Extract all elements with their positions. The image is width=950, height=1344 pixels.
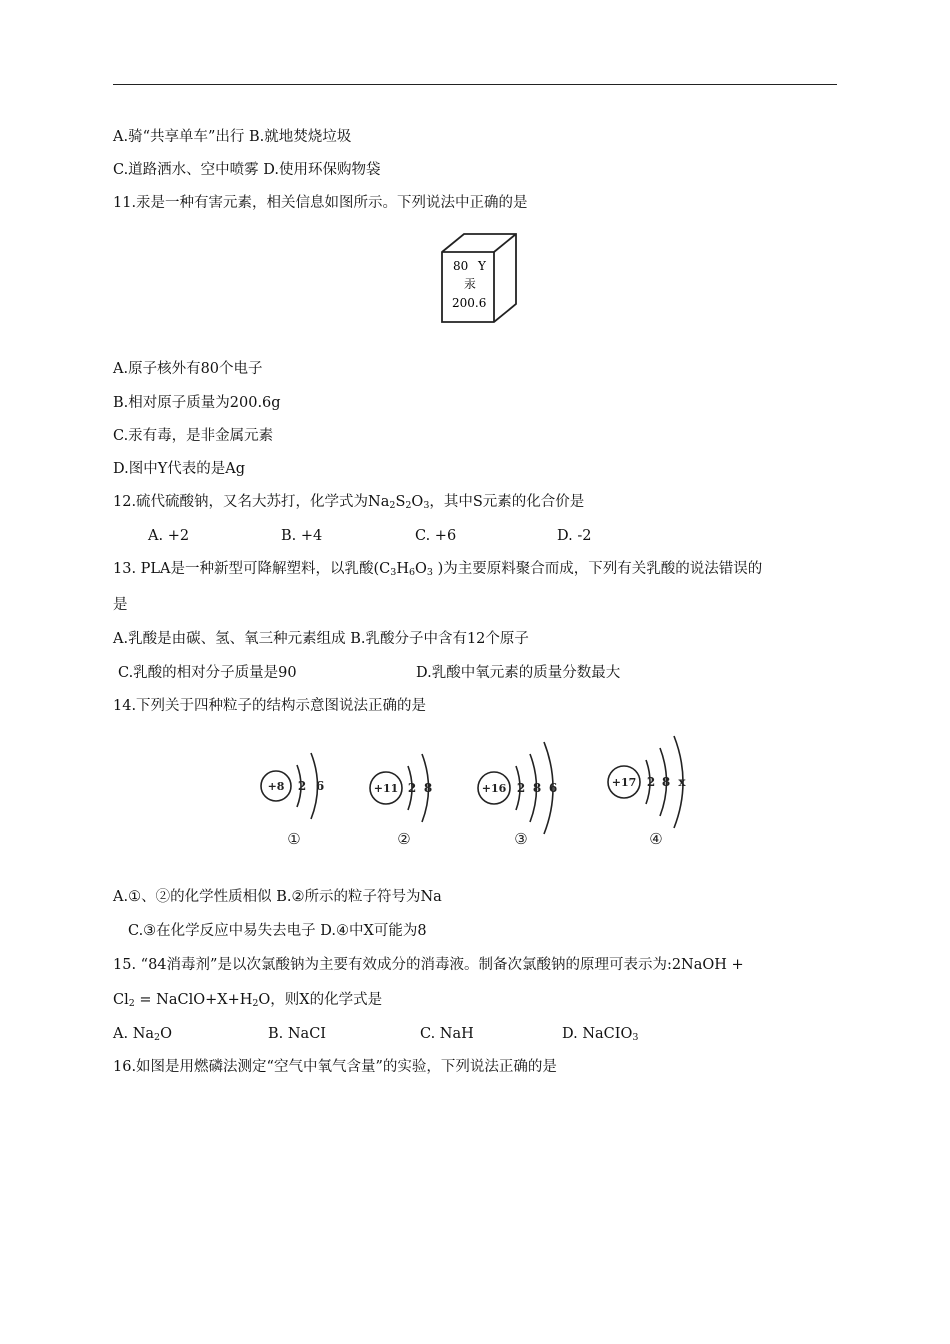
q11-option-c: C.汞有毒，是非金属元素 [113, 428, 274, 444]
q10-options-ab: A.骑“共享单车”出行 B.就地焚烧垃圾 [113, 129, 352, 145]
particle-2-nucleus: +11 [373, 782, 399, 795]
q15-stem-line1: 15. “84消毒剂”是以次氯酸钠为主要有效成分的消毒液。制备次氯酸钠的原理可表示为:2NaOH + [113, 957, 744, 973]
q15-option-c: C. NaH [420, 1026, 474, 1042]
q14-options-ab: A.①、②的化学性质相似 B.②所示的粒子符号为Na [113, 889, 442, 905]
q14-options-cd: C.③在化学反应中易失去电子 D.④中X可能为8 [128, 923, 427, 939]
particle-1 [261, 753, 324, 848]
particle-4-label: ④ [649, 830, 663, 848]
q16-stem: 16.如图是用燃磷法测定“空气中氧气含量”的实验，下列说法正确的是 [113, 1059, 557, 1075]
particle-1-label: ① [287, 830, 301, 848]
mercury-element-cell [436, 230, 522, 328]
particle-3-nucleus: +16 [481, 782, 507, 795]
particle-structure-diagrams [250, 728, 710, 852]
cell-element-name: 汞 [464, 277, 477, 291]
particle-4 [608, 736, 686, 848]
q11-option-d: D.图中Y代表的是Ag [113, 461, 246, 477]
cell-atomic-number: 80 [453, 259, 469, 273]
particle-2-shell-1: 2 [407, 781, 417, 795]
q15-option-d: D. NaCIO$_3$ [562, 1026, 639, 1043]
q14-stem: 14.下列关于四种粒子的结构示意图说法正确的是 [113, 698, 427, 714]
q13-options-ab: A.乳酸是由碳、氢、氧三种元素组成 B.乳酸分子中含有12个原子 [113, 631, 529, 647]
q10-options-cd: C.道路洒水、空中喷雾 D.使用环保购物袋 [113, 162, 381, 178]
q12-option-d: D. -2 [557, 528, 592, 544]
q12-option-a: A. +2 [148, 528, 190, 544]
particle-2 [370, 754, 432, 848]
q11-stem: 11.汞是一种有害元素，相关信息如图所示。下列说法中正确的是 [113, 195, 528, 211]
q12-option-c: C. +6 [415, 528, 457, 544]
particle-4-shell-3: x [678, 775, 686, 789]
particle-1-nucleus: +8 [267, 780, 285, 793]
q15-option-b: B. NaCI [268, 1026, 327, 1042]
particle-4-shell-2: 8 [661, 775, 671, 789]
cell-symbol: Y [478, 259, 486, 273]
particle-3-shell-2: 8 [532, 781, 542, 795]
q13-option-c: C.乳酸的相对分子质量是90 [118, 665, 297, 681]
header-rule [113, 84, 837, 85]
particle-2-label: ② [397, 830, 411, 848]
particle-4-shell-1: 2 [646, 775, 656, 789]
particle-1-shell-2: 6 [315, 779, 325, 793]
particle-3-label: ③ [514, 830, 528, 848]
q12-stem: 12.硫代硫酸钠，又名大苏打，化学式为$Na_2S_2O_3$，其中S元素的化合价是 [113, 494, 585, 511]
q13-option-d: D.乳酸中氧元素的质量分数最大 [416, 665, 621, 681]
cell-atomic-mass: 200.6 [452, 296, 487, 310]
q11-option-a: A.原子核外有80个电子 [113, 361, 263, 377]
q15-option-a: A. $Na_2O$ [113, 1026, 172, 1043]
particle-4-nucleus: +17 [611, 776, 637, 789]
particle-3-shell-3: 6 [548, 781, 558, 795]
q13-stem: 13. PLA是一种新型可降解塑料，以乳酸($C_3H_6O_3$ )为主要原料聚合而成，下列有关乳酸的说法错误的 [113, 561, 763, 578]
q13-stem-line2: 是 [113, 597, 128, 613]
q11-option-b: B.相对原子质量为200.6g [113, 395, 281, 411]
q15-stem-line2: $Cl_2$ = $NaClO+X+H_2O$，则X的化学式是 [113, 992, 383, 1009]
particle-2-shell-2: 8 [423, 781, 433, 795]
q12-option-b: B. +4 [281, 528, 323, 544]
particle-1-shell-1: 2 [297, 779, 307, 793]
particle-3 [478, 742, 557, 848]
particle-3-shell-1: 2 [516, 781, 526, 795]
